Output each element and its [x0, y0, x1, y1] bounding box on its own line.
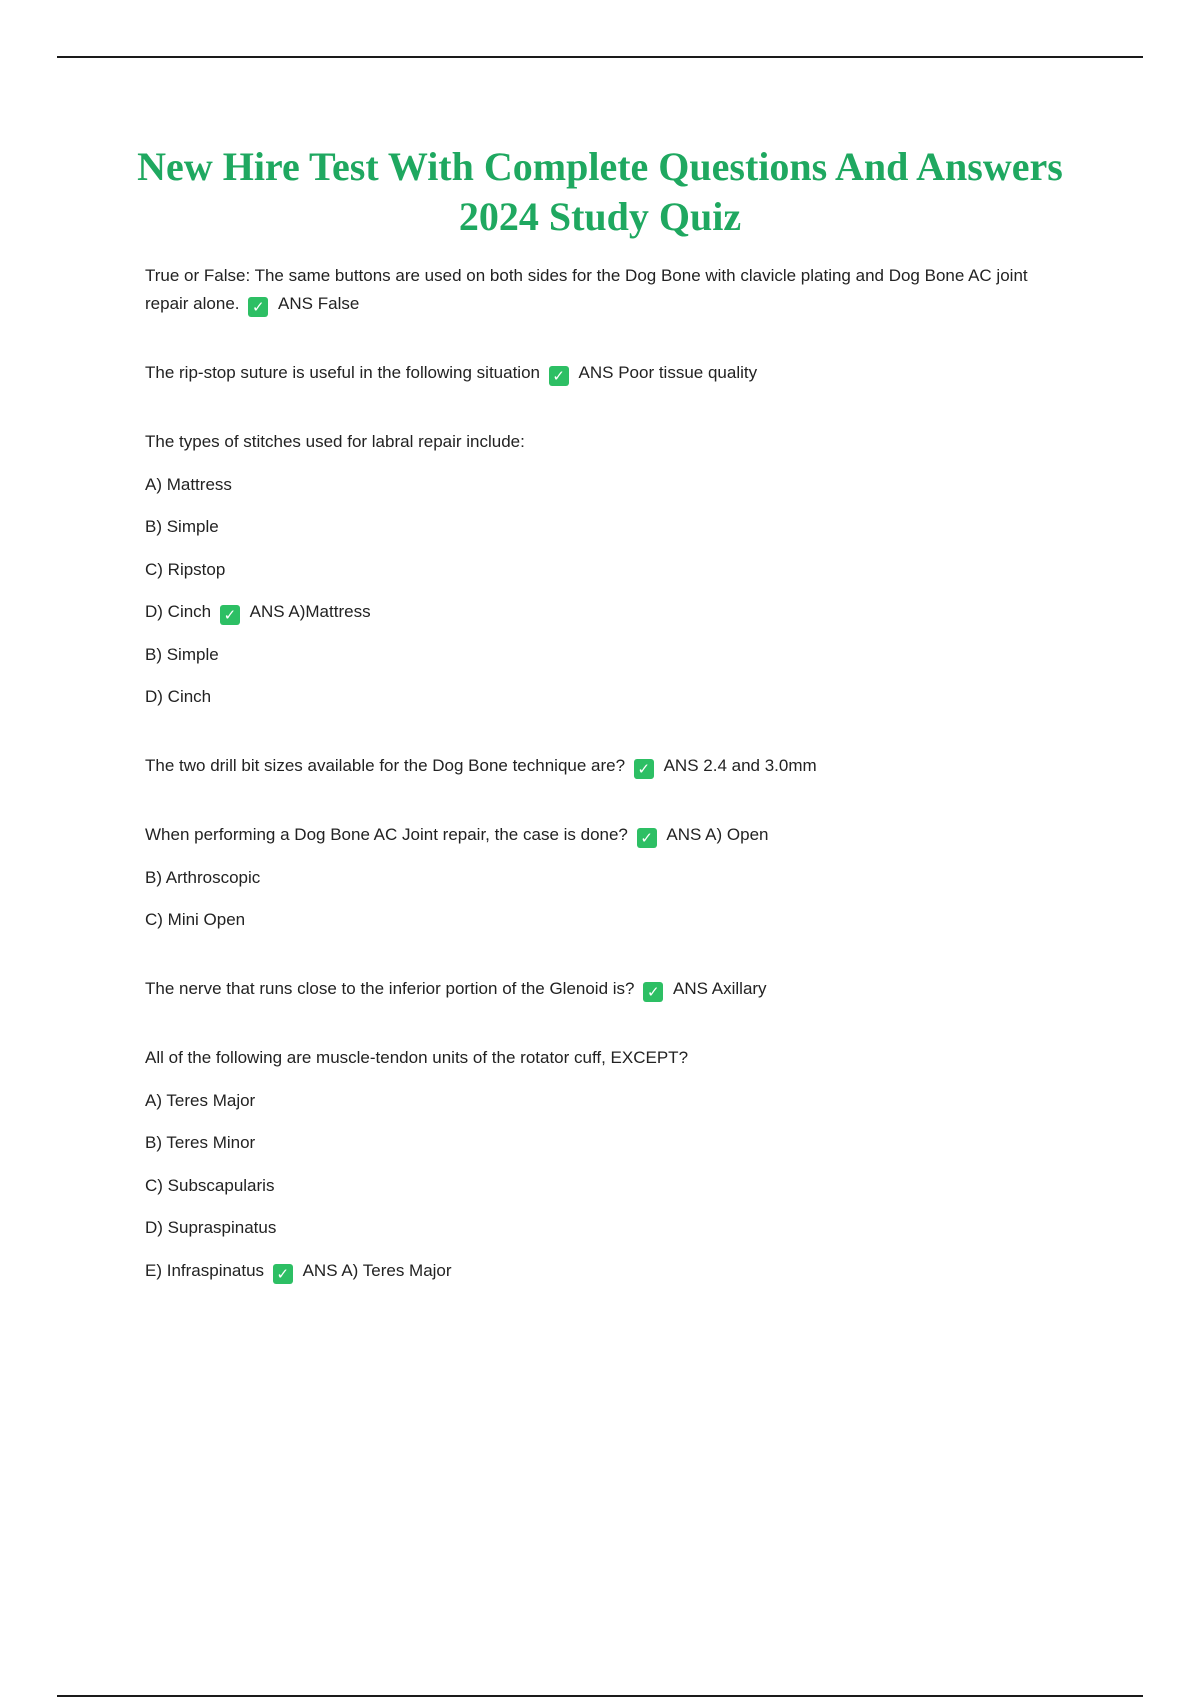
answer-text: ANS Axillary: [673, 979, 767, 998]
question-text: The two drill bit sizes available for the Dog Bone technique are?: [145, 756, 626, 775]
question-text: True or False: The same buttons are used on both sides for the Dog Bone with clavicle plating and Dog Bone AC joint repair alone.: [145, 266, 1028, 313]
answer-text: ANS 2.4 and 3.0mm: [663, 756, 817, 775]
qa-item: [145, 821, 1065, 934]
option-line: C) Subscapularis: [145, 1175, 275, 1195]
answer-line: [145, 598, 1065, 626]
answer-line: [145, 1257, 1065, 1285]
answer-continuation: B) Simple: [145, 644, 219, 664]
option-line: B) Simple: [145, 517, 219, 536]
option-line: B) Arthroscopic: [145, 867, 261, 887]
question-line: [145, 821, 1065, 849]
qa-item: [145, 262, 1065, 318]
document-title: New Hire Test With Complete Questions And Answers 2024 Study Quiz: [137, 144, 1063, 239]
check-mark-icon: ✓: [634, 759, 654, 779]
qa-item: [145, 975, 1065, 1003]
check-mark-icon: ✓: [637, 828, 657, 848]
answer-text: ANS A) Teres Major: [302, 1260, 452, 1280]
quiz-content: [145, 262, 1065, 1326]
check-mark-icon: ✓: [549, 366, 569, 386]
question-text: The types of stitches used for labral repair include:: [145, 432, 525, 451]
option-line: C) Mini Open: [145, 910, 246, 929]
question-text: The nerve that runs close to the inferior portion of the Glenoid is?: [145, 979, 635, 998]
qa-item: [145, 428, 1065, 711]
option-text: E) Infraspinatus: [145, 1260, 265, 1280]
answer-text: ANS Poor tissue quality: [578, 363, 758, 382]
option-line: C) Ripstop: [145, 559, 226, 579]
question-line: [145, 752, 1065, 780]
question-text: When performing a Dog Bone AC Joint repair, the case is done?: [145, 825, 628, 844]
check-mark-icon: ✓: [643, 982, 663, 1002]
qa-item: [145, 359, 1065, 387]
top-divider: [57, 56, 1143, 58]
option-line: A) Teres Major: [145, 1090, 256, 1110]
check-mark-icon: ✓: [220, 605, 240, 625]
option-text: D) Cinch: [145, 602, 212, 621]
answer-text: ANS A)Mattress: [249, 602, 371, 621]
qa-item: [145, 1044, 1065, 1285]
question-line: [145, 262, 1065, 318]
question-text: The rip-stop suture is useful in the following situation: [145, 363, 540, 382]
answer-text: ANS False: [278, 294, 360, 313]
answer-text: ANS A) Open: [666, 825, 769, 844]
qa-item: [145, 752, 1065, 780]
option-line: D) Supraspinatus: [145, 1218, 277, 1237]
question-text: All of the following are muscle-tendon units of the rotator cuff, EXCEPT?: [145, 1048, 689, 1067]
question-line: [145, 975, 1065, 1003]
question-line: [145, 359, 1065, 387]
check-mark-icon: ✓: [248, 297, 268, 317]
option-line: B) Teres Minor: [145, 1133, 256, 1152]
option-line: A) Mattress: [145, 474, 232, 494]
check-mark-icon: ✓: [273, 1264, 293, 1284]
bottom-divider: [57, 1695, 1143, 1697]
answer-continuation: D) Cinch: [145, 687, 212, 706]
